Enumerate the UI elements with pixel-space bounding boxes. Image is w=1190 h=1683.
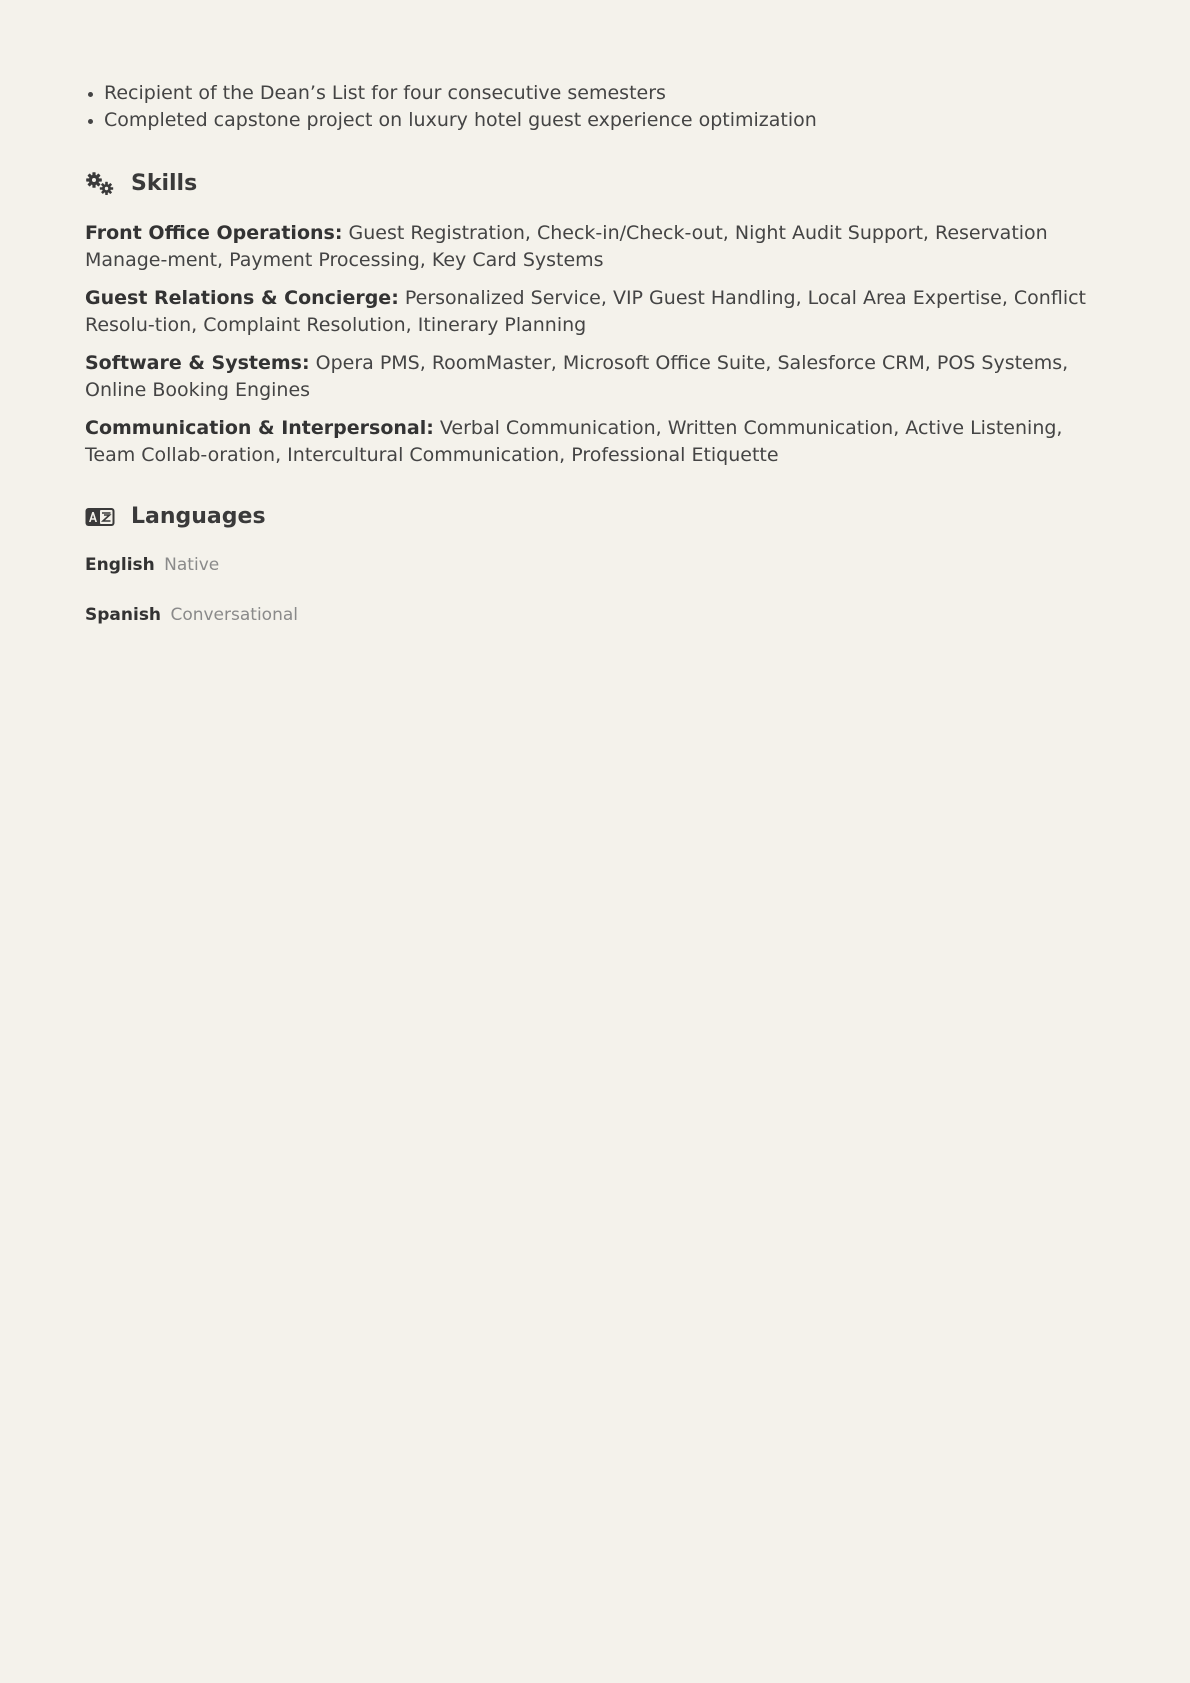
list-item: Recipient of the Dean’s List for four consecutive semesters [104,80,1105,107]
education-highlights-list [85,80,1105,134]
gears-icon [85,171,115,197]
languages-heading: Languages [131,504,266,529]
languages-section-heading [85,503,1105,531]
skills-section-heading [85,170,1105,198]
language-item [85,603,1105,627]
skill-item [85,350,1105,404]
skill-text: Opera PMS, RoomMaster, Microsoft Office Suite, Salesforce CRM, POS Systems, Online Booking Engines [85,352,1069,401]
language-level: Conversational [170,605,298,625]
language-item [85,553,1105,577]
skill-item [85,285,1105,339]
skill-text: Guest Registration, Check-in/Check-out, Night Audit Support, Reservation Manage-ment, Payment Processing, Key Card Systems [85,222,1048,271]
skill-text: Verbal Communication, Written Communication, Active Listening, Team Collab-oration, Intercultural Communication, Professional Etiquette [85,417,1063,466]
skill-label: Communication & Interpersonal: [85,417,434,439]
language-name: English [85,555,155,575]
skill-item [85,415,1105,469]
list-item: Completed capstone project on luxury hotel guest experience optimization [104,107,1105,134]
skill-text: Personalized Service, VIP Guest Handling, Local Area Expertise, Conflict Resolu-tion, Complaint Resolution, Itinerary Planning [85,287,1086,336]
skill-label: Front Office Operations: [85,222,343,244]
language-name: Spanish [85,605,162,625]
language-icon [85,504,115,530]
skills-heading: Skills [131,171,198,196]
skill-label: Guest Relations & Concierge: [85,287,399,309]
skill-label: Software & Systems: [85,352,310,374]
language-level: Native [164,555,220,575]
skill-item [85,220,1105,274]
